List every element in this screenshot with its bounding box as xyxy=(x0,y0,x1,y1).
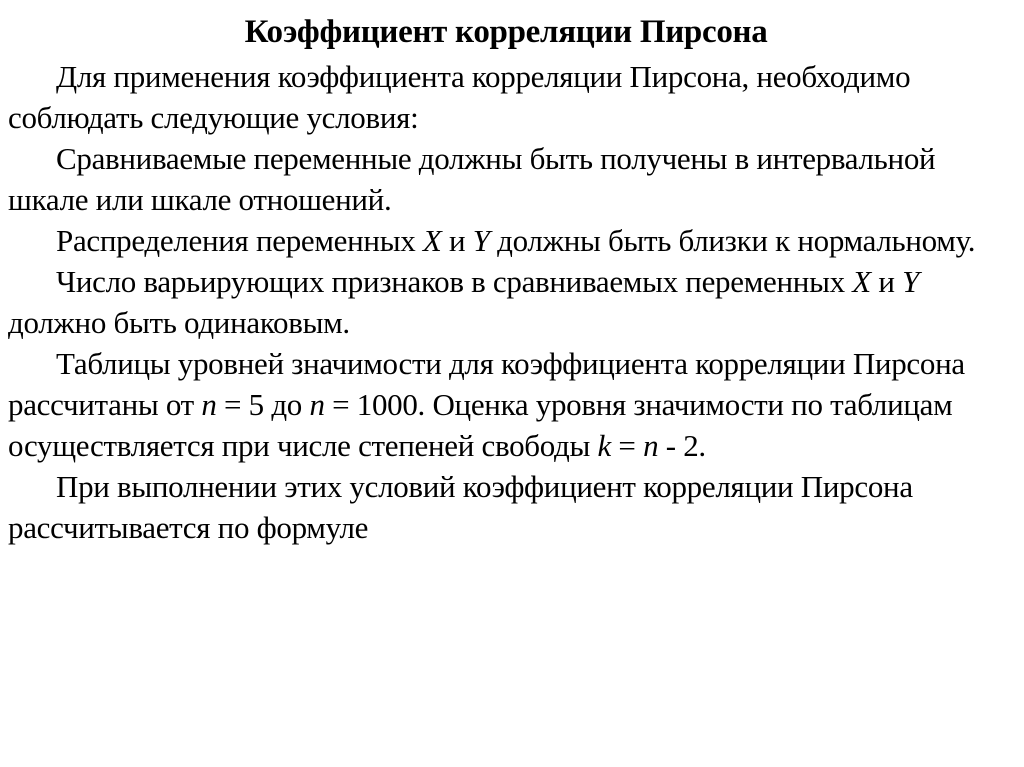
text-run: = 1000. Оценка уровня значимости по таблицам осуществляется при числе степеней свободы xyxy=(8,387,953,463)
paragraph-equal-count-condition xyxy=(8,261,1004,343)
paragraph-conditions-intro xyxy=(8,56,1004,138)
text-run: - 2. xyxy=(658,428,706,463)
var-y: Y xyxy=(472,223,490,258)
text-run: и xyxy=(870,264,903,299)
text-run: должно быть одинаковым. xyxy=(8,305,350,340)
text-run: = xyxy=(610,428,644,463)
text-run: Распределения переменных xyxy=(56,223,423,258)
text-run: = 5 до xyxy=(216,387,310,422)
text-run: При выполнении этих условий коэффициент корреляции Пирсона рассчитывается по формуле xyxy=(8,469,913,545)
var-k: k xyxy=(597,428,611,463)
text-run: Таблицы уровней значимости для коэффициента корреляции Пирсона рассчитаны от xyxy=(8,346,965,422)
var-x: X xyxy=(422,223,442,258)
var-n: n xyxy=(201,387,217,422)
text-run: Сравниваемые переменные должны быть получены в интервальной шкале или шкале отношений. xyxy=(8,141,936,217)
paragraph-significance-tables xyxy=(8,343,1004,466)
text-run: Число варьирующих признаков в сравниваемых переменных xyxy=(56,264,853,299)
var-y: Y xyxy=(902,264,920,299)
var-n: n xyxy=(309,387,325,422)
var-n: n xyxy=(643,428,659,463)
paragraph-formula-intro xyxy=(8,466,1004,548)
text-run: должны быть близки к нормальному. xyxy=(489,223,976,258)
var-x: X xyxy=(852,264,871,299)
text-run: Для применения коэффициента корреляции Пирсона, необходимо соблюдать следующие условия: xyxy=(8,59,911,135)
slide-title: Коэффициент корреляции Пирсона xyxy=(244,14,768,50)
text-run: и xyxy=(441,223,473,258)
paragraph-scale-condition xyxy=(8,138,1004,220)
paragraph-distribution-condition xyxy=(8,220,1004,261)
